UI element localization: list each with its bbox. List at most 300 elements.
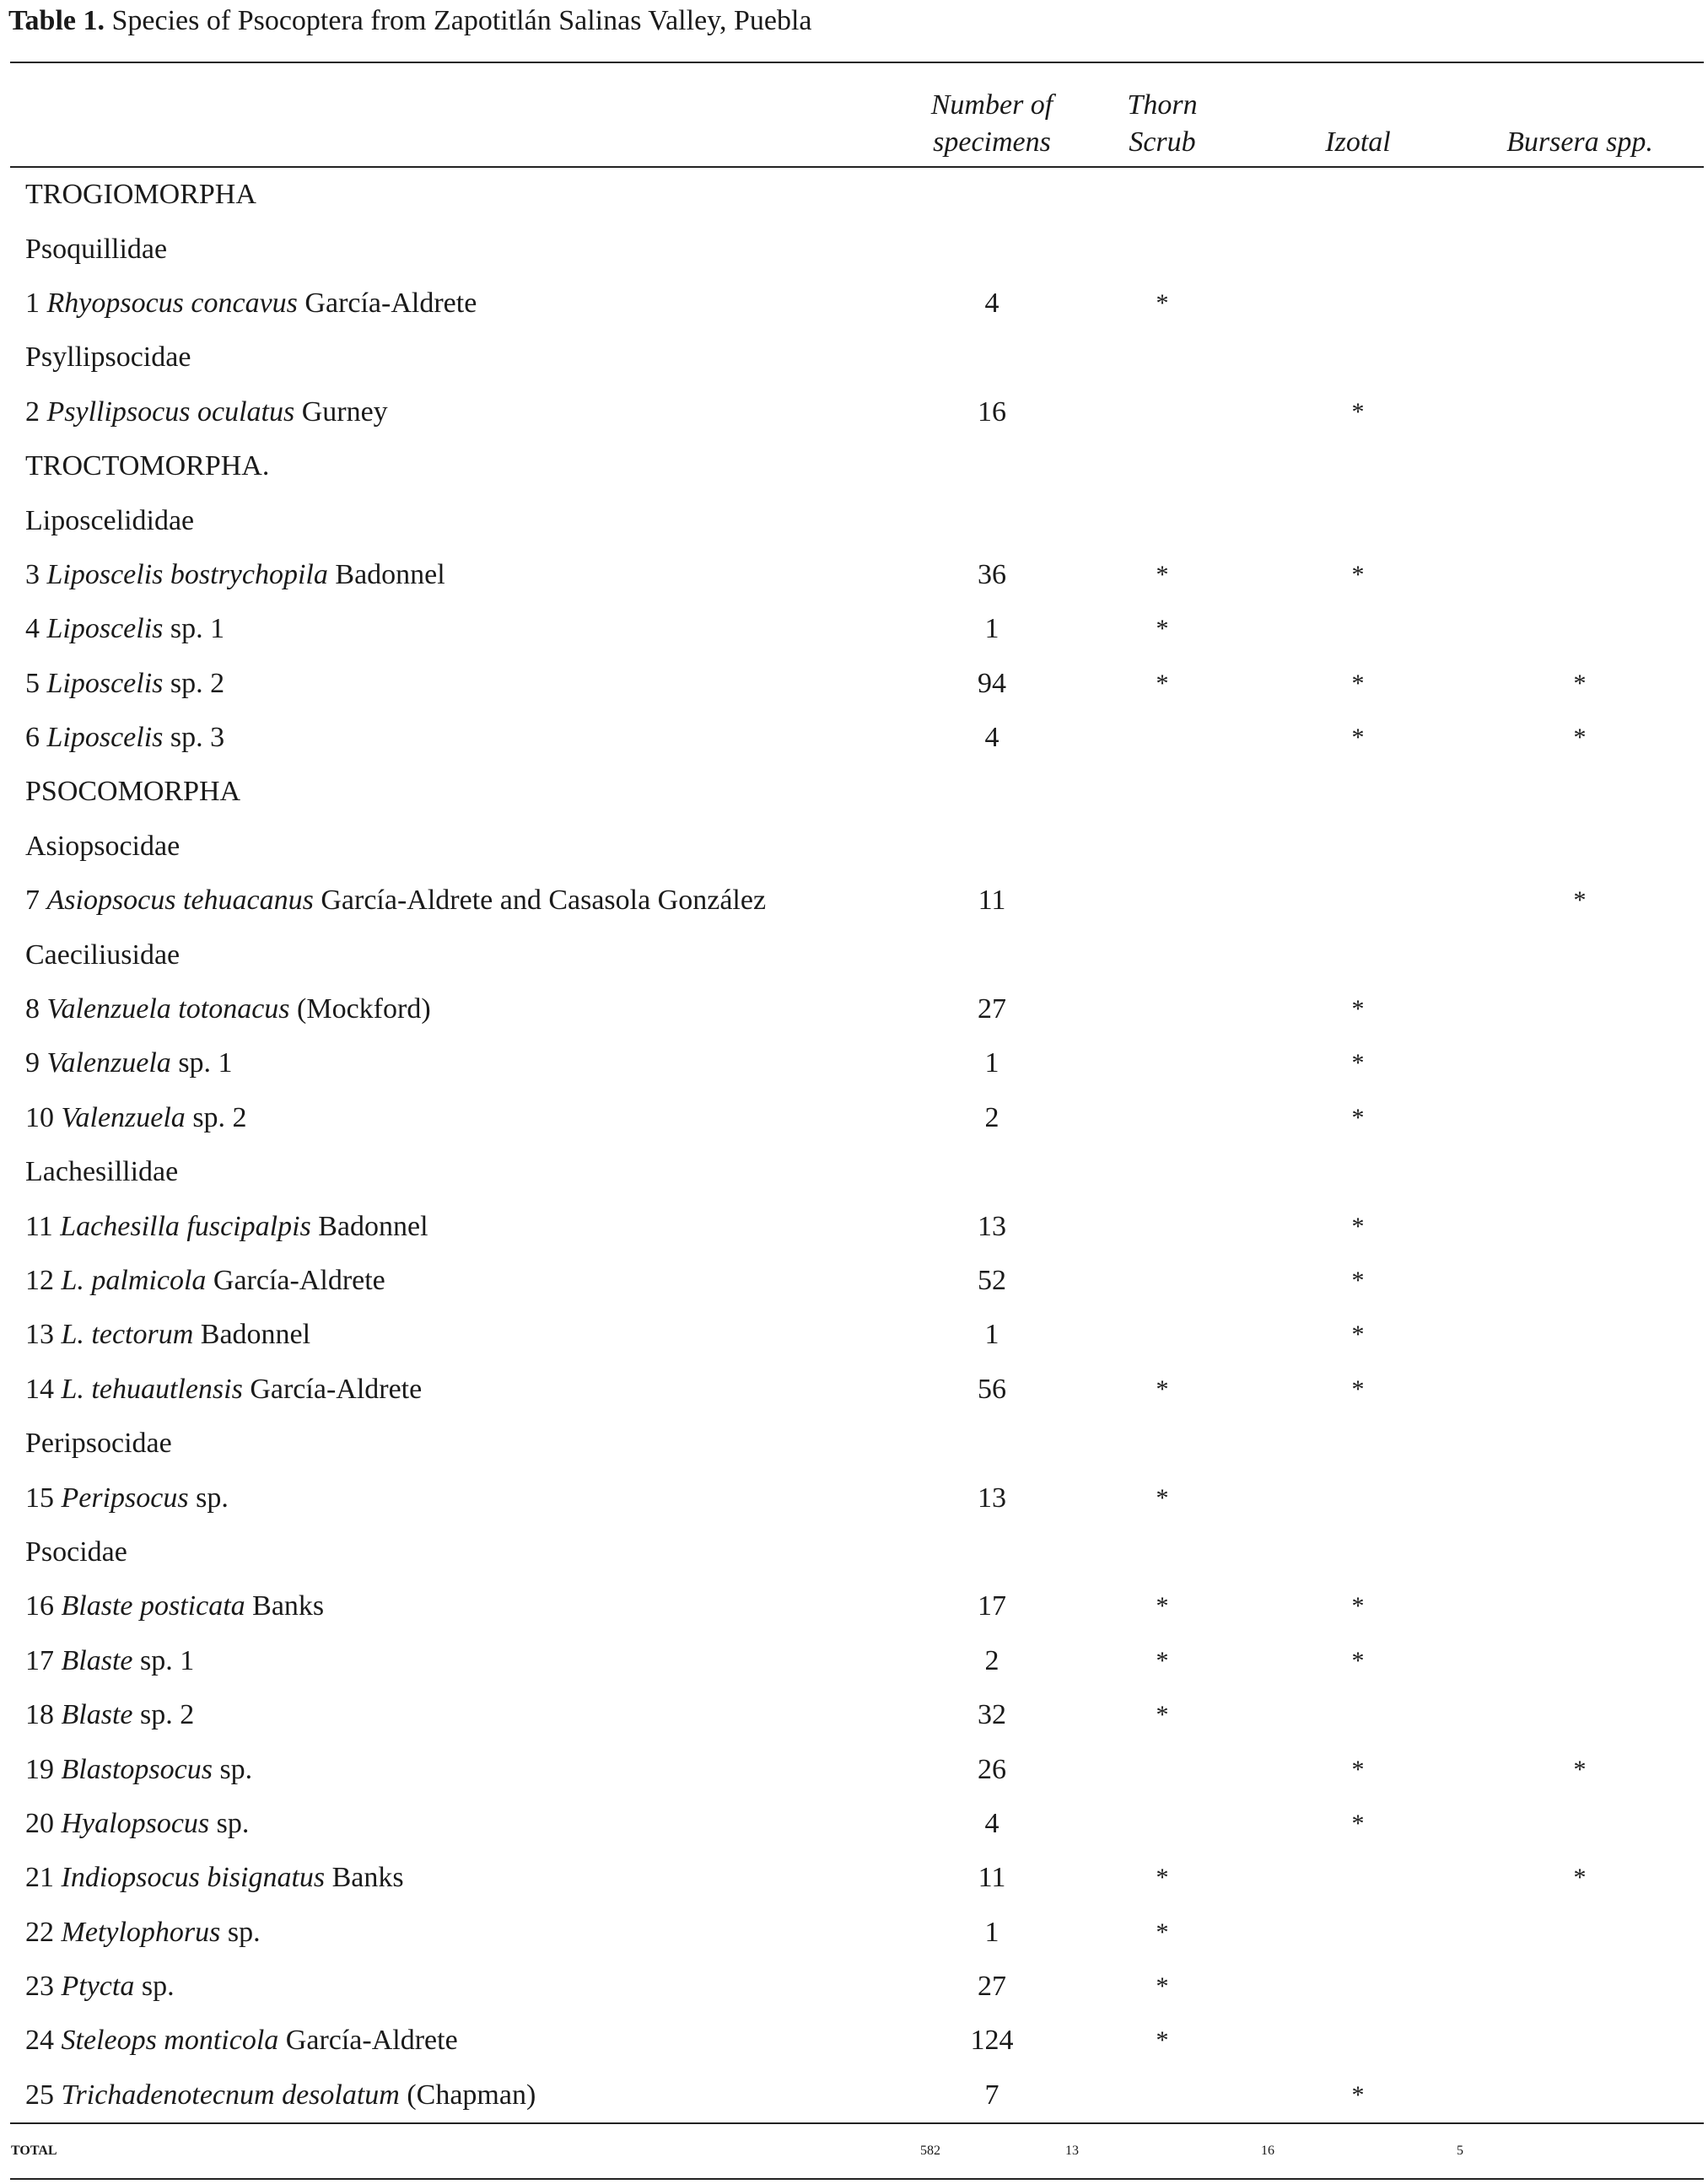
header-number-line2: specimens [933,126,1051,158]
table-group-row [10,928,1704,982]
bursera-mark [1456,2014,1704,2068]
izotal-mark [1260,1471,1456,1525]
empty-cell [1260,439,1456,493]
thorn-scrub-mark [1064,982,1260,1036]
group-label: Caeciliusidae [25,939,180,971]
group-label: TROGIOMORPHA [25,179,256,211]
species-name [10,1199,919,1253]
total-bursera: 5 [1456,2123,1704,2179]
species-binomial: L. palmicola [61,1265,207,1296]
species-number: 23 [25,1971,62,2003]
bursera-mark [1456,1634,1704,1688]
group-label: Psocidae [25,1536,127,1568]
empty-cell [1064,493,1260,547]
species-binomial: Liposcelis [46,667,164,699]
bursera-mark [1456,1579,1704,1633]
species-author: (Chapman) [399,2079,536,2111]
table-body [10,167,1704,2123]
species-binomial: Psyllipsocus oculatus [46,395,295,428]
species-name [10,1960,919,2014]
thorn-scrub-mark: * [1156,1483,1169,1512]
izotal-mark [1260,277,1456,331]
species-name [10,1036,919,1090]
izotal-mark: * [1351,1809,1365,1837]
header-bursera: Bursera spp. [1456,62,1704,167]
species-author: sp. [220,1916,261,1948]
table-row [10,1960,1704,2014]
bursera-mark [1456,602,1704,656]
species-binomial: Liposcelis [46,613,164,645]
table-row [10,1471,1704,1525]
izotal-mark: * [1351,1049,1365,1078]
empty-cell [1456,493,1704,547]
bursera-mark [1456,1688,1704,1742]
table-header-row [10,62,1704,167]
empty-cell [919,1145,1064,1199]
empty-cell [1456,331,1704,385]
group-label: Liposcelididae [25,504,195,536]
bursera-mark [1456,1797,1704,1851]
izotal-mark: * [1351,1267,1365,1294]
bursera-mark [1456,1254,1704,1308]
species-binomial: L. tehuautlensis [61,1373,243,1405]
table-row [10,1851,1704,1905]
bursera-mark [1456,1091,1704,1145]
izotal-mark: * [1351,1103,1365,1132]
empty-cell [919,820,1064,874]
thorn-scrub-mark [1064,2068,1260,2123]
thorn-scrub-mark [1064,874,1260,928]
species-binomial: Valenzuela [46,1047,171,1079]
bursera-mark [1456,1471,1704,1525]
bursera-mark: * [1573,724,1587,752]
species-name [10,1254,919,1308]
thorn-scrub-mark [1064,385,1260,439]
table-row [10,1579,1704,1633]
empty-cell [1064,167,1260,222]
empty-cell [1064,765,1260,819]
species-name [10,1906,919,1960]
specimen-count: 26 [978,1753,1006,1785]
species-author: Banks [245,1590,325,1622]
empty-cell [919,1417,1064,1471]
empty-cell [1064,1145,1260,1199]
species-binomial: Liposcelis [46,722,164,754]
species-name [10,874,919,928]
table-row [10,1742,1704,1796]
species-author: sp. [134,1971,175,2003]
izotal-mark: * [1351,2080,1365,2109]
species-author: García-Aldrete [242,1373,423,1405]
empty-cell [1064,222,1260,276]
species-author: (Mockford) [289,993,431,1025]
species-name [10,1797,919,1851]
specimen-count: 13 [978,1482,1006,1514]
specimen-count: 124 [970,2025,1014,2057]
species-binomial: Indiopsocus bisignatus [61,1862,326,1894]
species-number: 16 [25,1590,62,1622]
izotal-mark [1260,1851,1456,1905]
izotal-mark: * [1351,1592,1365,1621]
species-number: 12 [25,1265,62,1296]
bursera-mark [1456,1960,1704,2014]
species-number: 10 [25,1101,62,1133]
species-name [10,602,919,656]
table-row [10,1199,1704,1253]
izotal-mark: * [1351,724,1365,752]
bursera-mark: * [1573,886,1587,915]
species-number: 14 [25,1373,62,1405]
species-name [10,1363,919,1417]
izotal-mark [1260,602,1456,656]
table-group-row [10,1417,1704,1471]
species-number: 5 [25,667,47,699]
species-name [10,1091,919,1145]
species-name [10,1688,919,1742]
species-number: 24 [25,2025,62,2057]
thorn-scrub-mark [1064,1254,1260,1308]
empty-cell [1456,820,1704,874]
group-label: Lachesillidae [25,1156,179,1188]
species-binomial: Steleops monticola [61,2025,279,2057]
species-author: sp. [188,1482,229,1514]
group-label: PSOCOMORPHA [25,776,241,808]
table-row [10,1091,1704,1145]
bursera-mark: * [1573,669,1587,697]
table-row [10,1797,1704,1851]
izotal-mark: * [1351,560,1365,589]
table-row [10,874,1704,928]
species-author: García-Aldrete and Casasola González [313,885,767,917]
bursera-mark: * [1573,1864,1587,1892]
empty-cell [919,331,1064,385]
specimen-count: 2 [984,1101,999,1133]
table-row [10,1254,1704,1308]
species-number: 20 [25,1807,62,1839]
izotal-mark: * [1351,669,1365,697]
thorn-scrub-mark [1064,1742,1260,1796]
bursera-mark [1456,1308,1704,1362]
table-row [10,2014,1704,2068]
bursera-mark [1456,982,1704,1036]
species-name [10,2068,919,2123]
table-row [10,1036,1704,1090]
species-binomial: Blaste [61,1699,133,1731]
group-label: Peripsocidae [25,1428,172,1460]
empty-cell [1456,765,1704,819]
table-row [10,711,1704,765]
bursera-mark [1456,1363,1704,1417]
species-name [10,982,919,1036]
empty-cell [919,222,1064,276]
specimen-count: 94 [978,667,1006,699]
thorn-scrub-mark: * [1156,615,1169,643]
species-author: Gurney [294,395,388,428]
species-binomial: Asiopsocus tehuacanus [46,885,314,917]
table-caption [8,0,812,42]
species-table [10,62,1704,2180]
thorn-scrub-mark: * [1156,560,1169,589]
thorn-scrub-mark [1064,1797,1260,1851]
species-binomial: Valenzuela totonacus [46,993,290,1025]
species-author: García-Aldrete [297,287,477,319]
species-author: sp. [212,1753,253,1785]
izotal-mark: * [1351,1755,1365,1783]
izotal-mark [1260,1688,1456,1742]
table-caption-label: Table 1. [8,5,105,36]
izotal-mark: * [1351,1212,1365,1240]
thorn-scrub-mark: * [1156,288,1169,317]
empty-cell [1260,167,1456,222]
thorn-scrub-mark: * [1156,1701,1169,1729]
species-binomial: Ptycta [61,1971,135,2003]
specimen-count: 56 [978,1373,1006,1405]
species-author: sp. 2 [163,667,225,699]
table-group-row [10,1525,1704,1579]
izotal-mark [1260,1960,1456,2014]
species-binomial: Valenzuela [61,1101,186,1133]
empty-cell [1260,1417,1456,1471]
empty-cell [1260,1525,1456,1579]
species-author: sp. 1 [170,1047,233,1079]
empty-cell [1260,331,1456,385]
thorn-scrub-mark [1064,1036,1260,1090]
bursera-mark [1456,1199,1704,1253]
table-row [10,2068,1704,2123]
species-number: 1 [25,287,47,319]
specimen-count: 27 [978,1971,1006,2003]
species-name [10,1471,919,1525]
species-name [10,1579,919,1633]
species-author: sp. 1 [163,613,225,645]
species-author: sp. [209,1807,250,1839]
bursera-mark [1456,1906,1704,1960]
specimen-count: 1 [984,1319,999,1351]
species-author: Badonnel [193,1319,311,1351]
species-author: Badonnel [310,1210,428,1242]
species-author: García-Aldrete [206,1265,385,1296]
table-row [10,548,1704,602]
species-author: sp. 3 [163,722,225,754]
empty-cell [919,167,1064,222]
bursera-mark: * [1573,1755,1587,1783]
bursera-mark [1456,385,1704,439]
species-author: sp. 2 [185,1101,247,1133]
table-caption-text: Species of Psocoptera from Zapotitlán Salinas Valley, Puebla [105,5,812,36]
species-number: 15 [25,1482,62,1514]
species-name [10,1308,919,1362]
thorn-scrub-mark: * [1156,1972,1169,2001]
thorn-scrub-mark: * [1156,1592,1169,1621]
empty-cell [1260,765,1456,819]
header-number-of-specimens [919,62,1064,167]
species-number: 21 [25,1862,62,1894]
empty-cell [1260,222,1456,276]
species-number: 7 [25,885,47,917]
bursera-mark [1456,2068,1704,2123]
table-row [10,982,1704,1036]
table-row [10,1906,1704,1960]
species-number: 18 [25,1699,62,1731]
empty-cell [919,928,1064,982]
species-number: 4 [25,613,47,645]
thorn-scrub-mark: * [1156,669,1169,697]
species-binomial: Liposcelis bostrychopila [46,558,328,590]
species-binomial: Peripsocus [61,1482,189,1514]
species-number: 11 [25,1210,61,1242]
specimen-count: 13 [978,1210,1006,1242]
species-binomial: Hyalopsocus [61,1807,210,1839]
species-author: Banks [325,1862,404,1894]
specimen-count: 16 [978,395,1006,428]
thorn-scrub-mark [1064,711,1260,765]
species-name [10,1742,919,1796]
empty-cell [1456,1417,1704,1471]
thorn-scrub-mark [1064,1199,1260,1253]
specimen-count: 27 [978,993,1006,1025]
total-count: 582 [919,2123,1064,2179]
species-author: sp. 1 [132,1644,195,1676]
specimen-count: 1 [984,1047,999,1079]
species-name [10,277,919,331]
izotal-mark: * [1351,1646,1365,1675]
species-binomial: Blaste posticata [61,1590,245,1622]
bursera-mark [1456,548,1704,602]
specimen-count: 2 [984,1644,999,1676]
empty-cell [1064,820,1260,874]
group-label: TROCTOMORPHA. [25,450,270,482]
empty-cell [1064,1525,1260,1579]
empty-cell [1456,928,1704,982]
izotal-mark [1260,1906,1456,1960]
izotal-mark: * [1351,1374,1365,1403]
table-row [10,1634,1704,1688]
table-group-row [10,331,1704,385]
table-group-row [10,1145,1704,1199]
species-name [10,2014,919,2068]
specimen-count: 7 [984,2079,999,2111]
table-row [10,1688,1704,1742]
empty-cell [1456,439,1704,493]
izotal-mark: * [1351,397,1365,426]
species-number: 8 [25,993,47,1025]
empty-cell [1456,1525,1704,1579]
izotal-mark: * [1351,1321,1365,1349]
empty-cell [1064,928,1260,982]
thorn-scrub-mark: * [1156,2026,1169,2055]
empty-cell [919,439,1064,493]
empty-cell [1260,493,1456,547]
species-table-container [10,62,1704,2180]
species-binomial: Lachesilla fuscipalpis [60,1210,311,1242]
species-number: 6 [25,722,47,754]
species-binomial: Rhyopsocus concavus [46,287,298,319]
header-izotal: Izotal [1260,62,1456,167]
species-author: Badonnel [327,558,445,590]
empty-cell [1064,331,1260,385]
group-label: Psyllipsocidae [25,342,191,374]
species-number: 13 [25,1319,62,1351]
species-number: 2 [25,395,47,428]
species-binomial: L. tectorum [61,1319,194,1351]
specimen-count: 4 [984,1807,999,1839]
specimen-count: 1 [984,613,999,645]
table-row [10,602,1704,656]
total-label: TOTAL [10,2123,919,2179]
species-number: 17 [25,1644,62,1676]
izotal-mark [1260,874,1456,928]
empty-cell [1064,1417,1260,1471]
species-number: 19 [25,1753,62,1785]
bursera-mark [1456,277,1704,331]
empty-cell [919,1525,1064,1579]
empty-cell [1456,1145,1704,1199]
specimen-count: 52 [978,1265,1006,1296]
header-thorn-line1: Thorn [1127,89,1198,121]
total-izotal: 16 [1260,2123,1456,2179]
species-name [10,385,919,439]
table-group-row [10,167,1704,222]
table-row [10,1363,1704,1417]
empty-cell [1260,928,1456,982]
species-name [10,1851,919,1905]
species-number: 25 [25,2079,62,2111]
total-row [10,2123,1704,2179]
specimen-count: 36 [978,558,1006,590]
empty-cell [1064,439,1260,493]
empty-cell [1456,167,1704,222]
thorn-scrub-mark: * [1156,1864,1169,1892]
table-row [10,385,1704,439]
thorn-scrub-mark [1064,1091,1260,1145]
empty-cell [1456,222,1704,276]
table-row [10,657,1704,711]
empty-cell [919,765,1064,819]
species-binomial: Blastopsocus [61,1753,213,1785]
header-number-line1: Number of [930,89,1053,121]
header-thorn-line2: Scrub [1129,126,1196,158]
specimen-count: 4 [984,287,999,319]
specimen-count: 32 [978,1699,1006,1731]
empty-cell [1260,820,1456,874]
header-thorn-scrub [1064,62,1260,167]
bursera-mark [1456,1036,1704,1090]
empty-cell [1260,1145,1456,1199]
species-name [10,657,919,711]
table-group-row [10,765,1704,819]
empty-cell [919,493,1064,547]
group-label: Asiopsocidae [25,830,180,862]
species-number: 9 [25,1047,47,1079]
header-species [10,62,919,167]
table-row [10,1308,1704,1362]
thorn-scrub-mark: * [1156,1918,1169,1946]
table-group-row [10,439,1704,493]
thorn-scrub-mark: * [1156,1374,1169,1403]
specimen-count: 17 [978,1590,1006,1622]
species-binomial: Trichadenotecnum desolatum [61,2079,400,2111]
izotal-mark: * [1351,995,1365,1024]
table-group-row [10,493,1704,547]
table-row [10,277,1704,331]
total-thorn-scrub: 13 [1064,2123,1260,2179]
species-name [10,711,919,765]
table-group-row [10,222,1704,276]
species-author: García-Aldrete [278,2025,458,2057]
species-binomial: Blaste [61,1644,133,1676]
thorn-scrub-mark: * [1156,1646,1169,1675]
specimen-count: 4 [984,722,999,754]
